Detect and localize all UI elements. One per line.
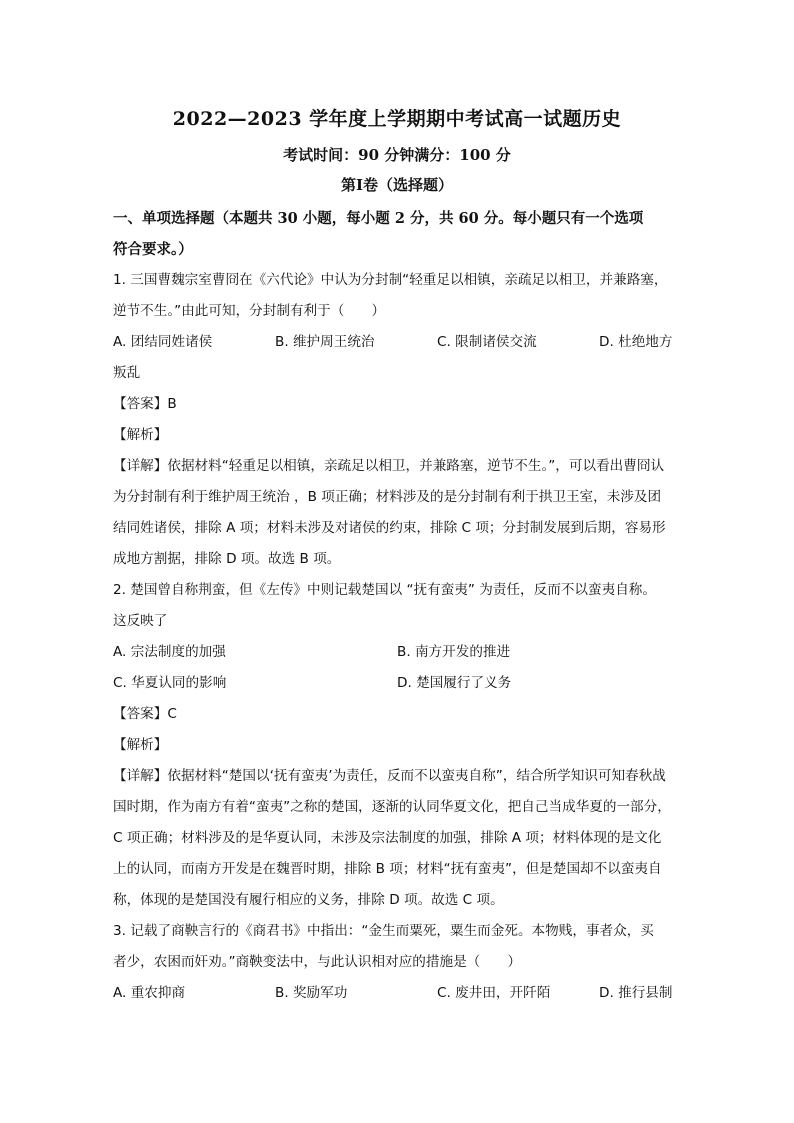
detail-text: 成地方割据，排除 D 项。故选 B 项。 (113, 551, 341, 567)
option-d: D. 杜绝地方 (599, 334, 673, 350)
option-b: B. 南方开发的推进 (397, 644, 511, 660)
question-stem: 这反映了 (113, 613, 168, 629)
section-heading-line2: 符合要求。） (113, 241, 193, 258)
option-b: B. 维护周王统治 (275, 334, 375, 350)
detail-text: 为分封制有利于维护周王统治 ，B 项正确；材料涉及的是分封制有利于拱卫王室，未涉及团 (113, 489, 662, 505)
option-a: A. 宗法制度的加强 (113, 644, 226, 660)
volume-heading: 第Ⅰ卷（选择题） (340, 176, 454, 194)
page-title: 2022—2023 学年度上学期期中考试高一试题历史 (172, 108, 622, 130)
question-stem: 1. 三国曹魏宗室曹冏在《六代论》中认为分封制“轻重足以相镇，亲疏足以相卫，并兼路塞， (113, 272, 668, 288)
option-c: C. 限制诸侯交流 (437, 334, 537, 350)
question-stem: 逆节不生。”由此可知，分封制有利于（ ） (113, 303, 386, 319)
section-heading-line1: 一、单项选择题（本题共 30 小题，每小题 2 分，共 60 分。每小题只有一个选项 (113, 210, 644, 227)
options-row (113, 327, 681, 358)
analysis-label: 【解析】 (113, 737, 168, 753)
question-stem: 2. 楚国曾自称荆蛮，但《左传》中则记载楚国以 “抚有蛮夷” 为责任，反而不以蛮夷自称。 (113, 582, 656, 598)
detail-text: 国时期，作为南方有着“蛮夷”之称的楚国，逐渐的认同华夏文化，把自己当成华夏的一部分， (113, 799, 671, 815)
detail-text: 称，体现的是楚国没有履行相应的义务，排除 D 项。故选 C 项。 (113, 892, 504, 908)
detail-text: 结同姓诸侯，排除 A 项；材料未涉及对诸侯的约束，排除 C 项；分封制发展到后期，容易形 (113, 520, 666, 536)
answer-label: 【答案】B (113, 396, 177, 412)
question-2 (113, 575, 681, 916)
option-a: A. 团结同姓诸侯 (113, 334, 213, 350)
answer-label: 【答案】C (113, 706, 177, 722)
option-d: D. 楚国履行了义务 (397, 675, 512, 691)
option-c: C. 华夏认同的影响 (113, 675, 227, 691)
option-b: B. 奖励军功 (275, 985, 348, 1001)
option-d: D. 推行县制 (599, 985, 673, 1001)
option-c: C. 废井田，开阡陌 (437, 985, 551, 1001)
detail-text: 【详解】依据材料“楚国以‘抚有蛮夷’为责任，反而不以蛮夷自称”，结合所学知识可知春秋战 (113, 768, 666, 784)
question-stem: 者少，农困而奸劝。”商鞅变法中，与此认识相对应的措施是（ ） (113, 954, 522, 970)
option-a: A. 重农抑商 (113, 985, 186, 1001)
question-3 (113, 916, 681, 1009)
detail-text: C 项正确；材料涉及的是华夏认同，未涉及宗法制度的加强，排除 A 项；材料体现的是文化 (113, 830, 662, 846)
analysis-label: 【解析】 (113, 427, 168, 443)
detail-text: 【详解】依据材料“轻重足以相镇，亲疏足以相卫，并兼路塞，逆节不生。”，可以看出曹冏认 (113, 458, 665, 474)
content (113, 203, 681, 1009)
options-row (113, 637, 681, 668)
options-row (113, 668, 681, 699)
option-d-continued: 叛乱 (113, 365, 141, 381)
exam-info: 考试时间：90 分钟满分：100 分 (283, 146, 511, 164)
detail-text: 上的认同，而南方开发是在魏晋时期，排除 B 项；材料“抚有蛮夷”，但是楚国却不以蛮夷自 (113, 861, 662, 877)
question-stem: 3. 记载了商鞅言行的《商君书》中指出：“金生而粟死，粟生而金死。本物贱，事者众，买 (113, 923, 654, 939)
options-row (113, 978, 681, 1009)
question-1 (113, 265, 681, 575)
